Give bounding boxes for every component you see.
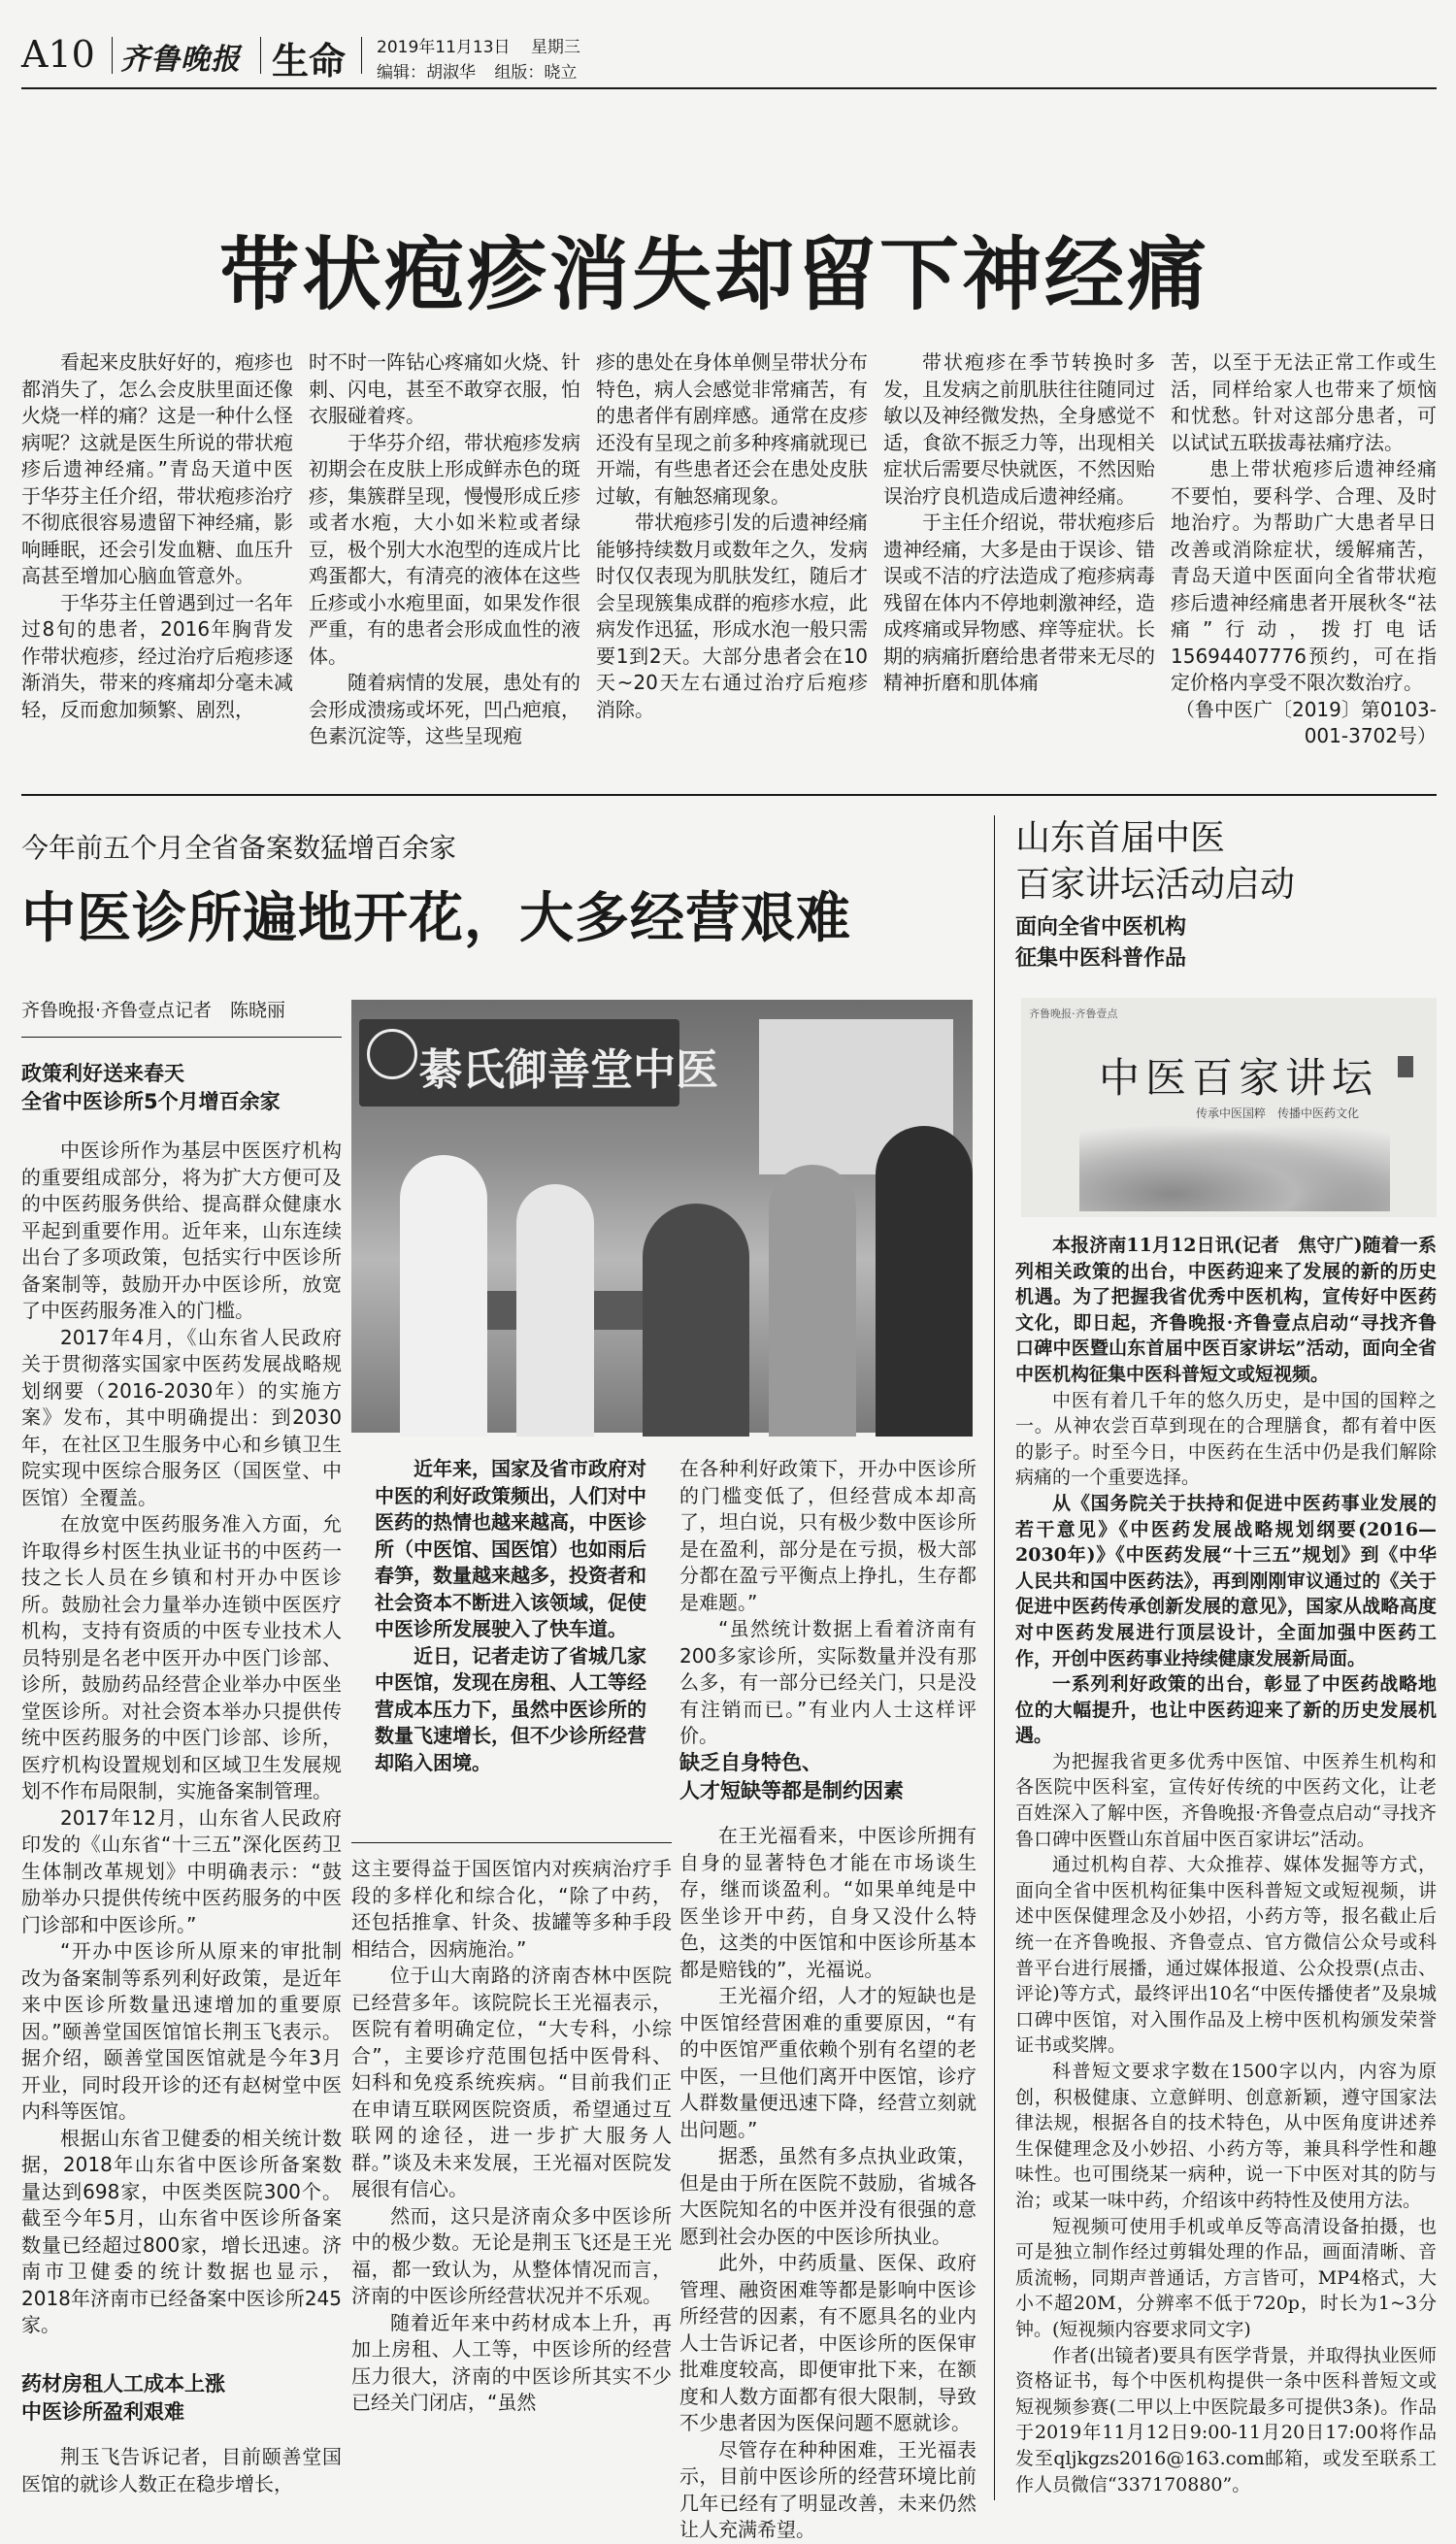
article2-subhead-2: 药材房租人工成本上涨 中医诊所盈利艰难 (21, 2372, 225, 2424)
article3-headline (1015, 815, 1437, 975)
paragraph: 短视频可使用手机或单反等高清设备拍摄，也可是独立制作经过剪辑处理的作品，画面清晰、音质流畅，同期声普通话，方言皆可，MP4格式，大小不超20M，分辨率不低于720p，时长为1~3分钟。(短视频内容要求同文字) (1015, 2215, 1437, 2340)
photo-logo-icon (367, 1029, 417, 1079)
paragraph: 随着病情的发展，患处有的会形成溃疡或坏死，凹凸疤痕，色素沉淀等，这些呈现疱 (309, 671, 580, 747)
article1-headline: 带状疱疹消失却留下神经痛 (219, 229, 1210, 321)
article1-column-2 (309, 349, 580, 767)
photo-sign-text: 綦氏御善堂中医 (419, 1045, 718, 1095)
paragraph: 科普短文要求字数在1500字以内，内容为原创，积极健康、立意鲜明、创意新颖，遵守国家法律法规，根据各自的技术特色，从中医角度讲述养生保健理念及小妙招、小药方等，兼具科学性和趣味性。也可围绕某一病种，说一下中医对其的防与治；或某一味中药，介绍该中药特性及使用方法。 (1015, 2061, 1437, 2211)
article2-headline: 中医诊所遍地开花，大多经营艰难 (21, 887, 851, 950)
article1-column-4 (883, 349, 1155, 767)
paragraph: 此外，中药质量、医保、政府管理、融资困难等都是影响中医诊所经营的因素，有不愿具名的业内人士告诉记者，中医诊所的医保审批难度较高，即便审批下来，在额度和人数方面都有很大限制，导致不少患者因为医保问题不愿就诊。 (679, 2251, 976, 2434)
paragraph: 看起来皮肤好好的，疱疹也都消失了，怎么会皮肤里面还像火烧一样的痛？这是一种什么怪病呢？这就是医生所说的带状疱疹后遗神经痛。”青岛天道中医于华芬主任介绍，带状疱疹治疗不彻底很容易遗留下神经痛，影响睡眠，还会引发血糖、血压升高甚至增加心脑血管意外。 (21, 350, 293, 587)
paragraph: 于主任介绍说，带状疱疹后遗神经痛，大多是由于误诊、错误或不洁的疗法造成了疱疹病毒残留在体内不停地刺激神经，造成疼痛或异物感、痒等症状。长期的病痛折磨给患者带来无尽的精神折磨和肌体痛 (883, 511, 1155, 694)
article2-left-column (21, 1138, 342, 2336)
paragraph: 在各种利好政策下，开办中医诊所的门槛变低了，但经营成本却高了，坦白说，只有极少数中医诊所是在盈利，部分是在亏损，极大部分都在盈亏平衡点上挣扎，生存都是难题。” (679, 1457, 976, 1614)
paragraph: 作者(出镜者)要具有医学背景，并取得执业医师资格证书，每个中医机构提供一条中医科普短文或短视频参赛(二甲以上中医院最多可提供3条)。作品于2019年11月12日9:00-11月20日17:00将作品发至qljkgzs2016@163.com邮箱，或发至联系工作人员微信“337170880”。 (1015, 2344, 1437, 2495)
paragraph: 荆玉飞告诉记者，目前颐善堂国医馆的就诊人数正在稳步增长， (21, 2445, 342, 2495)
paragraph: 近年来，国家及省市政府对中医的利好政策频出，人们对中医药的热情也越来越高，中医诊所（中医馆、国医馆）也如雨后春笋，数量越来越多，投资者和社会资本不断进入该领域，促使中医诊所发展驶入了快车道。 (375, 1457, 646, 1640)
ad-license: （鲁中医广〔2019〕第0103-001-3702号） (1175, 697, 1437, 747)
headline-line: 山东首届中医 (1015, 818, 1226, 858)
article2-middle-column (351, 1856, 672, 2498)
article2-subhead-3: 缺乏自身特色、 人才短缺等都是制约因素 (679, 1751, 904, 1802)
paragraph: 2017年4月，《山东省人民政府关于贯彻落实国家中医药发展战略规划纲要（2016-2030年）的实施方案》发布，其中明确提出：到2030年，在社区卫生服务中心和乡镇卫生院实现中医综合服务区（国医堂、中医馆）全覆盖。 (21, 1325, 342, 1509)
paper-logo: 齐鲁晚报 (120, 43, 241, 77)
paragraph: 中医有着几千年的悠久历史，是中国的国粹之一。从神农尝百草到现在的合理膳食，都有着中医的影子。时至今日，中医药在生活中仍是我们解除病痛的一个重要选择。 (1015, 1389, 1437, 1489)
poster-tagline: 传承中医国粹 传播中医药文化 (1196, 1107, 1360, 1120)
subheadline-line: 面向全省中医机构 (1015, 915, 1187, 940)
article2-subhead-1: 政策利好送来春天 全省中医诊所5个月增百余家 (21, 1062, 281, 1113)
poster-title: 中医百家讲坛 (1099, 1054, 1379, 1102)
paragraph: 然而，这只是济南众多中医诊所中的极少数。无论是荆玉飞还是王光福，都一致认为，从整体情况而言，济南的中医诊所经营状况并不乐观。 (351, 2203, 672, 2307)
forum-poster (1021, 998, 1437, 1217)
article2-left-column-end (21, 2444, 342, 2498)
paragraph: 在放宽中医药服务准入方面，允许取得乡村医生执业证书的中医药一技之长人员在乡镇和村开办中医诊所。鼓励社会力量举办连锁中医医疗机构，支持有资质的中医专业技术人员特别是名老中医开办中医门诊部、诊所，鼓励药品经营企业举办中医坐堂医诊所。对社会资本举办只提供传统中医药服务的中医门诊部、诊所，医疗机构设置规划和区域卫生发展规划不作布局限制，实施备案制管理。 (21, 1512, 342, 1802)
paragraph: 近日，记者走访了省城几家中医馆，发现在房租、人工等经营成本压力下，虽然中医诊所的数量飞速增长，但不少诊所经营却陷入困境。 (375, 1643, 646, 1774)
layout-editor-text: 组版：晓立 (494, 63, 578, 83)
paragraph: 通过机构自荐、大众推荐、媒体发掘等方式，面向全省中医机构征集中医科普短文或短视频，讲述中医保健理念及小妙招，小药方等，报名截止后统一在齐鲁晚报、齐鲁壹点、官方微信公众号或科普平台进行展播，通过媒体报道、公众投票(点击、评论)等方式，最终评出10名“中医传播使者”及泉城口碑中医馆，对入围作品及上榜中医机构颁发荣誉证书或奖牌。 (1015, 1854, 1437, 2057)
paragraph: 苦，以至于无法正常工作或生活，同样给家人也带来了烦恼和忧愁。针对这部分患者，可以试试五联拔毒祛痛疗法。 (1171, 350, 1437, 454)
paragraph: 于华芬介绍，带状疱疹发病初期会在皮肤上形成鲜赤色的斑疹，集簇群呈现，慢慢形成丘疹或者水疱，大小如米粒或者绿豆，极个别大水泡型的连成片比鸡蛋都大，有清亮的液体在这些丘疹或小水疱里面，如果发作很严重，有的患者会形成血性的液体。 (309, 430, 580, 668)
article2-kicker: 今年前五个月全省备案数猛增百余家 (21, 832, 457, 864)
article2-right-column-lower (679, 1823, 976, 2541)
paragraph: “虽然统计数据上看着济南有200多家诊所，实际数量并没有那么多，有一部分已经关门，只是没有注销而已。”有业内人士这样评价。 (679, 1617, 976, 1747)
paragraph: 位于山大南路的济南杏林中医院已经营多年。该院院长王光福表示，医院有着明确定位，“大专科，小综合”，主要诊疗范围包括中医骨科、妇科和免疫系统疾病。“目前我们正在申请互联网医院资质，希望通过互联网的途径，进一步扩大服务人群。”谈及未来发展，王光福对医院发展很有信心。 (351, 1964, 672, 2200)
photo-person (643, 1204, 749, 1437)
paragraph: 本报济南11月12日讯(记者 焦守广)随着一系列相关政策的出台，中医药迎来了发展的新的历史机遇。为了把握我省优秀中医机构，宣传好中医药文化，即日起，齐鲁晚报·齐鲁壹点启动“寻找齐鲁口碑中医暨山东首届中医百家讲坛”活动，面向全省中医机构征集中医科普短文或短视频。 (1015, 1235, 1437, 1385)
paragraph: 在王光福看来，中医诊所拥有自身的显著特色才能在市场谈生存，继而谈盈利。“如果单纯是中医坐诊开中药，自身又没什么特色，这类的中医馆和中医诊所基本都是赔钱的”，光福说。 (679, 1824, 976, 1981)
article1-column-5 (1171, 349, 1437, 767)
editor-text: 编辑：胡淑华 (377, 63, 476, 83)
article2-intro-box (375, 1456, 646, 1825)
paragraph: 根据山东省卫健委的相关统计数据，2018年山东省中医诊所备案数量达到698家，中医类医院300个。截至今年5月，山东省中医诊所备案数量已经超过800家，增长迅速。济南市卫健委的统计数据也显示，2018年济南市已经备案中医诊所245家。 (21, 2126, 342, 2336)
poster-mountain-art (1079, 1124, 1390, 1211)
subheadline-line: 征集中医科普作品 (1015, 946, 1187, 971)
article2-byline: 齐鲁晚报·齐鲁壹点记者 陈晓丽 (21, 1000, 286, 1021)
poster-corner-text: 齐鲁晚报·齐鲁壹点 (1029, 1008, 1118, 1020)
paragraph: 2017年12月，山东省人民政府印发的《山东省“十三五”深化医药卫生体制改革规划》中明确表示：“鼓励举办只提供传统中医药服务的中医门诊部和中医诊所。” (21, 1805, 342, 1936)
article1-column-3 (596, 349, 868, 767)
paragraph: 尽管存在种种困难，王光福表示，目前中医诊所的经营环境比前几年已经有了明显改善，未来仍然让人充满希望。 (679, 2437, 976, 2541)
photo-person (400, 1155, 487, 1437)
clinic-photo (351, 1000, 973, 1433)
paragraph: 从《国务院关于扶持和促进中医药事业发展的若干意见》《中医药发展战略规划纲要(2016—2030年)》《中医药发展“十三五”规划》到《中华人民共和国中医药法》，再到刚刚审议通过的《关于促进中医药传承创新发展的意见》，国家从战略高度对中医药发展进行顶层设计，全面加强中医药工作，开创中医药事业持续健康发展新局面。 (1015, 1492, 1437, 1669)
paragraph: 时不时一阵钻心疼痛如火烧、针刺、闪电，甚至不敢穿衣服，怕衣服碰着疼。 (309, 350, 580, 427)
photo-person (516, 1184, 594, 1437)
photo-person (876, 1126, 973, 1437)
section-name: 生命 (272, 40, 347, 83)
page-number: A10 (21, 33, 95, 76)
paragraph: 为把握我省更多优秀中医馆、中医养生机构和各医院中医科室，宣传好传统的中医药文化，让老百姓深入了解中医，齐鲁晚报·齐鲁壹点启动“寻找齐鲁口碑中医暨山东首届中医百家讲坛”活动。 (1015, 1750, 1437, 1850)
paragraph: 带状疱疹在季节转换时多发，且发病之前肌肤往往随同过敏以及神经微发热，全身感觉不适，食欲不振乏力等，出现相关症状后需要尽快就医，不然因贻误治疗良机造成后遗神经痛。 (883, 350, 1155, 508)
paragraph: 王光福介绍，人才的短缺也是中医馆经营困难的重要原因，“有的中医馆严重依赖个别有名望的老中医，一旦他们离开中医馆，诊疗人群数量便迅速下降，经营立刻就出问题。” (679, 1984, 976, 2141)
paragraph: 疹的患处在身体单侧呈带状分布特色，病人会感觉非常痛苦，有的患者伴有剧痒感。通常在皮疹还没有呈现之前多种疼痛就现已开端，有些患者还会在患处皮肤过敏，有触怒痛现象。 (596, 350, 868, 508)
paragraph: 这主要得益于国医馆内对疾病治疗手段的多样化和综合化，“除了中药，还包括推拿、针灸、拔罐等多种手段相结合，因病施治。” (351, 1857, 672, 1961)
paragraph: 一系列利好政策的出台，彰显了中医药战略地位的大幅提升，也让中医药迎来了新的历史发展机遇。 (1015, 1673, 1437, 1747)
paragraph: 带状疱疹引发的后遗神经痛能够持续数月或数年之久，发病时仅仅表现为肌肤发红，随后才会呈现簇集成群的疱疹水痘，此病发作迅猛，形成水泡一般只需要1到2天。大部分患者会在10天~20天左右通过治疗后疱疹消除。 (596, 511, 868, 721)
masthead (0, 0, 1456, 92)
paragraph: 随着近年来中药材成本上升，再加上房租、人工等，中医诊所的经营压力很大，济南的中医诊所其实不少已经关门闭店，“虽然 (351, 2310, 672, 2414)
paragraph: 于华芬主任曾遇到过一名年过8旬的患者，2016年胸背发作带状疱疹，经过治疗后疱疹逐渐消失，带来的疼痛却分毫未减轻，反而愈加频繁、剧烈， (21, 590, 293, 721)
poster-seal-icon (1398, 1056, 1413, 1077)
date-text: 2019年11月13日 (377, 38, 511, 57)
paragraph: 中医诊所作为基层中医医疗机构的重要组成部分，将为扩大方便可及的中医药服务供给、提高群众健康水平起到重要作用。近年来，山东连续出台了多项政策，包括实行中医诊所备案制等，鼓励开办中医诊所，放宽了中医药服务准入的门槛。 (21, 1139, 342, 1322)
paragraph: “开办中医诊所从原来的审批制改为备案制等系列利好政策，是近年来中医诊所数量迅速增加的重要原因。”颐善堂国医馆馆长荆玉飞表示。据介绍，颐善堂国医馆就是今年3月开业，同时段开诊的还有赵树堂中医内科等医馆。 (21, 1939, 342, 2123)
weekday-text: 星期三 (530, 38, 580, 57)
paragraph: 据悉，虽然有多点执业政策，但是由于所在医院不鼓励，省城各大医院知名的中医并没有很强的意愿到社会办医的中医诊所执业。 (679, 2144, 976, 2248)
editor-credit (377, 58, 577, 83)
headline-line: 百家讲坛活动启动 (1015, 865, 1296, 905)
article2-right-column-upper (679, 1456, 976, 1747)
paragraph: 患上带状疱疹后遗神经痛不要怕，要科学、合理、及时地治疗。为帮助广大患者早日改善或消除症状，缓解痛苦，青岛天道中医面向全省带状疱疹后遗神经痛患者开展秋冬“祛痛”行动，拨打电话15694407776预约，可在指定价格内享受不限次数治疗。 (1171, 457, 1437, 694)
issue-date (377, 33, 580, 57)
article3-body (1015, 1233, 1437, 2498)
photo-person (769, 1165, 856, 1437)
article1-column-1 (21, 349, 293, 767)
